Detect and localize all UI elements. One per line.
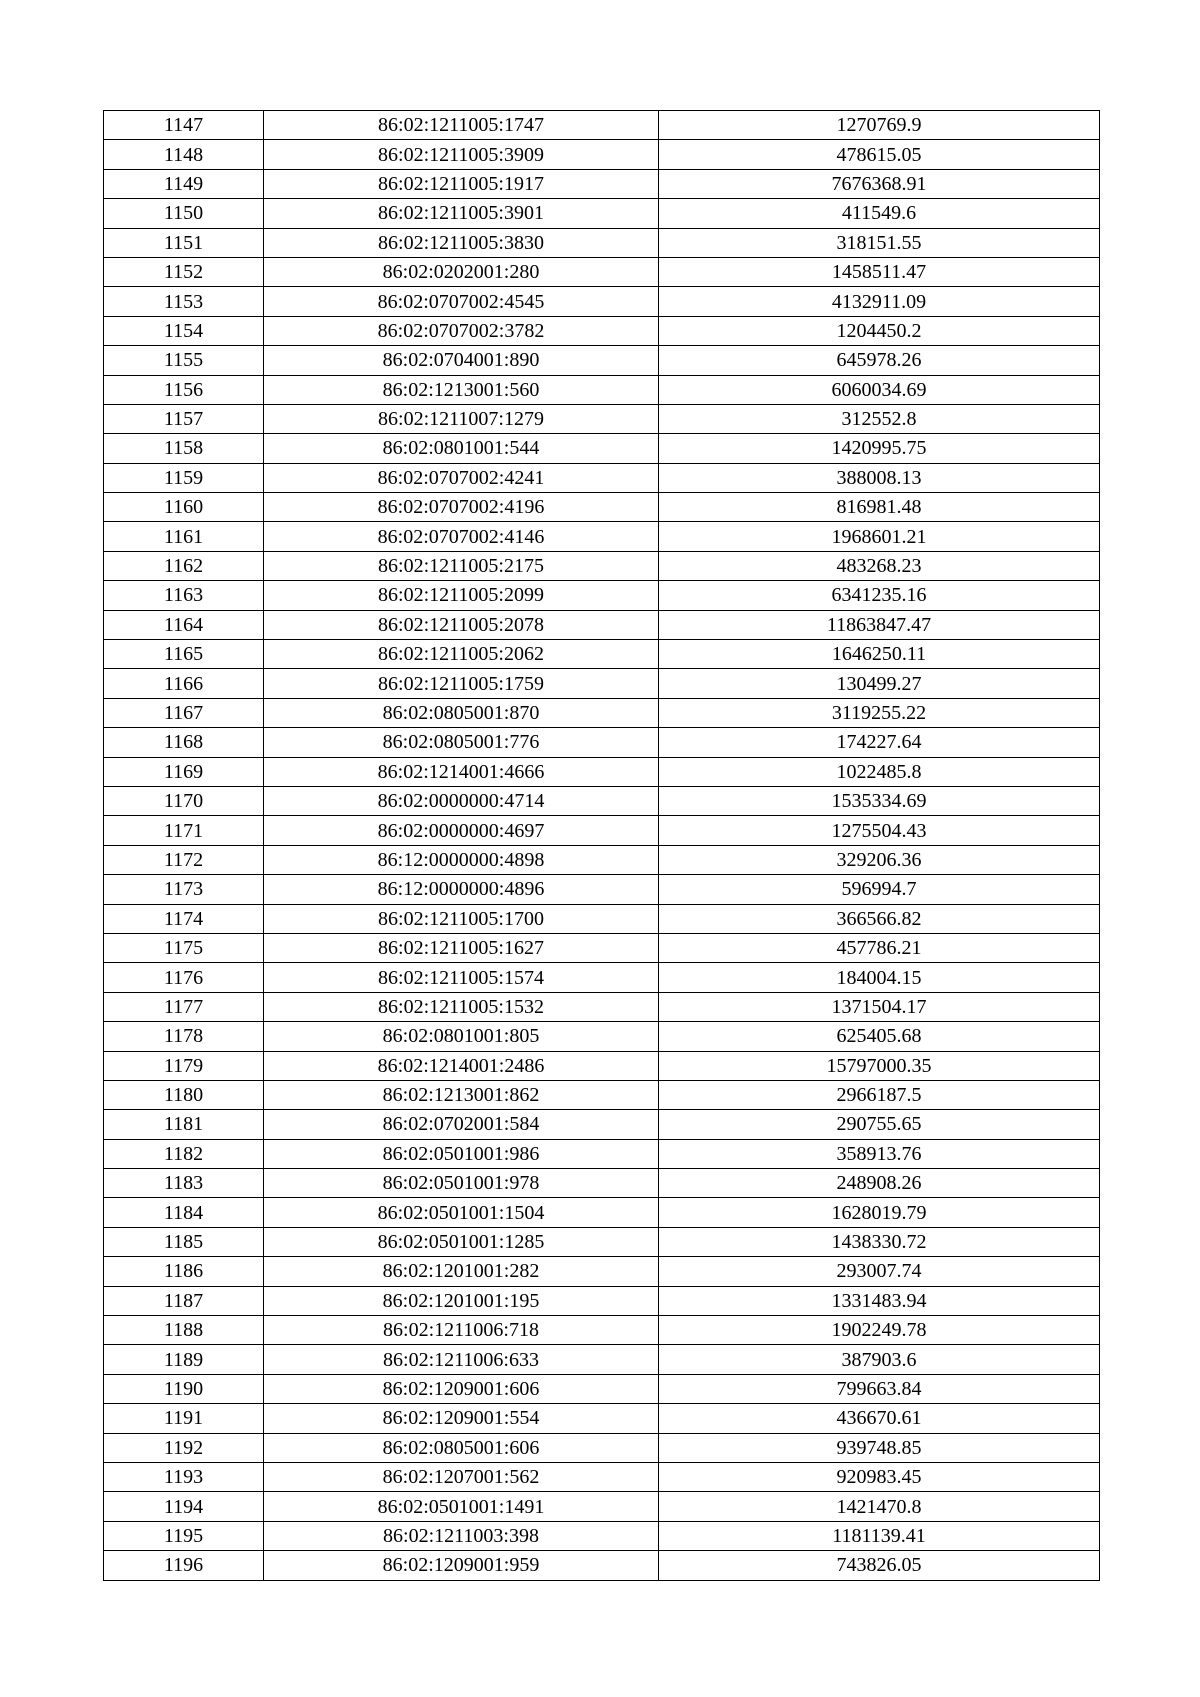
table-row: [104, 904, 1100, 933]
table-row: [104, 698, 1100, 727]
row-number-cell: 1159: [104, 463, 264, 492]
cadastral-number-cell: 86:02:0801001:805: [264, 1022, 659, 1051]
value-cell: 1270769.9: [659, 111, 1100, 140]
cadastral-number-cell: 86:02:0501001:1504: [264, 1198, 659, 1227]
cadastral-number-cell: 86:02:1211005:1574: [264, 963, 659, 992]
table-row: [104, 346, 1100, 375]
value-cell: 184004.15: [659, 963, 1100, 992]
cadastral-number-cell: 86:02:0000000:4697: [264, 816, 659, 845]
cadastral-number-cell: 86:12:0000000:4898: [264, 845, 659, 874]
cadastral-number-cell: 86:02:0707002:3782: [264, 316, 659, 345]
cadastral-number-cell: 86:02:0202001:280: [264, 257, 659, 286]
table-row: [104, 992, 1100, 1021]
cadastral-number-cell: 86:02:1211006:718: [264, 1316, 659, 1345]
value-cell: 3119255.22: [659, 698, 1100, 727]
cadastral-number-cell: 86:02:1211005:2078: [264, 610, 659, 639]
cadastral-number-cell: 86:02:0501001:1491: [264, 1492, 659, 1521]
row-number-cell: 1183: [104, 1169, 264, 1198]
value-cell: 358913.76: [659, 1139, 1100, 1168]
value-cell: 1902249.78: [659, 1316, 1100, 1345]
row-number-cell: 1184: [104, 1198, 264, 1227]
value-cell: 2966187.5: [659, 1080, 1100, 1109]
value-cell: 1420995.75: [659, 434, 1100, 463]
cadastral-number-cell: 86:02:0805001:776: [264, 728, 659, 757]
cadastral-table: [103, 110, 1100, 1581]
row-number-cell: 1170: [104, 786, 264, 815]
row-number-cell: 1149: [104, 169, 264, 198]
row-number-cell: 1150: [104, 199, 264, 228]
table-row: [104, 257, 1100, 286]
value-cell: 1535334.69: [659, 786, 1100, 815]
value-cell: 4132911.09: [659, 287, 1100, 316]
row-number-cell: 1168: [104, 728, 264, 757]
value-cell: 318151.55: [659, 228, 1100, 257]
cadastral-number-cell: 86:02:1211005:2175: [264, 551, 659, 580]
table-row: [104, 1404, 1100, 1433]
table-row: [104, 375, 1100, 404]
table-row: [104, 640, 1100, 669]
table-row: [104, 669, 1100, 698]
row-number-cell: 1192: [104, 1433, 264, 1462]
table-row: [104, 316, 1100, 345]
row-number-cell: 1172: [104, 845, 264, 874]
row-number-cell: 1181: [104, 1110, 264, 1139]
value-cell: 15797000.35: [659, 1051, 1100, 1080]
table-row: [104, 111, 1100, 140]
cadastral-number-cell: 86:02:1211005:1747: [264, 111, 659, 140]
table-row: [104, 1492, 1100, 1521]
value-cell: 1421470.8: [659, 1492, 1100, 1521]
cadastral-number-cell: 86:02:1211005:3909: [264, 140, 659, 169]
cadastral-number-cell: 86:02:1214001:4666: [264, 757, 659, 786]
table-row: [104, 1286, 1100, 1315]
cadastral-number-cell: 86:02:0805001:606: [264, 1433, 659, 1462]
table-row: [104, 1433, 1100, 1462]
value-cell: 1331483.94: [659, 1286, 1100, 1315]
table-row: [104, 140, 1100, 169]
value-cell: 7676368.91: [659, 169, 1100, 198]
table-body: [104, 111, 1100, 1581]
value-cell: 312552.8: [659, 404, 1100, 433]
row-number-cell: 1165: [104, 640, 264, 669]
table-row: [104, 1080, 1100, 1109]
cadastral-number-cell: 86:02:0707002:4196: [264, 493, 659, 522]
row-number-cell: 1179: [104, 1051, 264, 1080]
value-cell: 388008.13: [659, 463, 1100, 492]
cadastral-number-cell: 86:02:1214001:2486: [264, 1051, 659, 1080]
table-row: [104, 1198, 1100, 1227]
table-row: [104, 404, 1100, 433]
table-row: [104, 786, 1100, 815]
cadastral-number-cell: 86:02:1213001:560: [264, 375, 659, 404]
cadastral-number-cell: 86:02:1211005:1532: [264, 992, 659, 1021]
table-row: [104, 199, 1100, 228]
cadastral-number-cell: 86:02:1211006:633: [264, 1345, 659, 1374]
row-number-cell: 1182: [104, 1139, 264, 1168]
table-row: [104, 933, 1100, 962]
row-number-cell: 1195: [104, 1521, 264, 1550]
cadastral-number-cell: 86:02:1209001:959: [264, 1551, 659, 1580]
value-cell: 366566.82: [659, 904, 1100, 933]
table-row: [104, 1051, 1100, 1080]
cadastral-number-cell: 86:02:1211005:1700: [264, 904, 659, 933]
cadastral-number-cell: 86:02:0000000:4714: [264, 786, 659, 815]
row-number-cell: 1166: [104, 669, 264, 698]
table-row: [104, 1374, 1100, 1403]
cadastral-number-cell: 86:02:1211005:3830: [264, 228, 659, 257]
row-number-cell: 1191: [104, 1404, 264, 1433]
table-row: [104, 169, 1100, 198]
row-number-cell: 1153: [104, 287, 264, 316]
table-row: [104, 1227, 1100, 1256]
cadastral-number-cell: 86:02:1211005:2099: [264, 581, 659, 610]
value-cell: 1204450.2: [659, 316, 1100, 345]
row-number-cell: 1180: [104, 1080, 264, 1109]
value-cell: 1275504.43: [659, 816, 1100, 845]
cadastral-number-cell: 86:02:0805001:870: [264, 698, 659, 727]
value-cell: 387903.6: [659, 1345, 1100, 1374]
table-row: [104, 1139, 1100, 1168]
row-number-cell: 1174: [104, 904, 264, 933]
table-row: [104, 1345, 1100, 1374]
value-cell: 411549.6: [659, 199, 1100, 228]
cadastral-number-cell: 86:02:1209001:554: [264, 1404, 659, 1433]
row-number-cell: 1148: [104, 140, 264, 169]
table-row: [104, 493, 1100, 522]
cadastral-number-cell: 86:02:1211005:1759: [264, 669, 659, 698]
row-number-cell: 1173: [104, 875, 264, 904]
row-number-cell: 1177: [104, 992, 264, 1021]
row-number-cell: 1154: [104, 316, 264, 345]
value-cell: 457786.21: [659, 933, 1100, 962]
table-row: [104, 875, 1100, 904]
value-cell: 483268.23: [659, 551, 1100, 580]
table-row: [104, 728, 1100, 757]
value-cell: 1968601.21: [659, 522, 1100, 551]
row-number-cell: 1189: [104, 1345, 264, 1374]
row-number-cell: 1178: [104, 1022, 264, 1051]
cadastral-number-cell: 86:02:0707002:4146: [264, 522, 659, 551]
value-cell: 1181139.41: [659, 1521, 1100, 1550]
cadastral-number-cell: 86:02:0801001:544: [264, 434, 659, 463]
cadastral-number-cell: 86:02:1201001:282: [264, 1257, 659, 1286]
table-row: [104, 1022, 1100, 1051]
value-cell: 11863847.47: [659, 610, 1100, 639]
cadastral-number-cell: 86:02:0501001:986: [264, 1139, 659, 1168]
cadastral-number-cell: 86:02:1211005:2062: [264, 640, 659, 669]
value-cell: 816981.48: [659, 493, 1100, 522]
value-cell: 174227.64: [659, 728, 1100, 757]
value-cell: 920983.45: [659, 1462, 1100, 1491]
table-row: [104, 610, 1100, 639]
row-number-cell: 1187: [104, 1286, 264, 1315]
value-cell: 290755.65: [659, 1110, 1100, 1139]
row-number-cell: 1176: [104, 963, 264, 992]
cadastral-number-cell: 86:02:0704001:890: [264, 346, 659, 375]
row-number-cell: 1161: [104, 522, 264, 551]
row-number-cell: 1196: [104, 1551, 264, 1580]
table-row: [104, 816, 1100, 845]
row-number-cell: 1157: [104, 404, 264, 433]
row-number-cell: 1155: [104, 346, 264, 375]
value-cell: 1022485.8: [659, 757, 1100, 786]
table-row: [104, 1257, 1100, 1286]
row-number-cell: 1190: [104, 1374, 264, 1403]
table-row: [104, 1169, 1100, 1198]
row-number-cell: 1163: [104, 581, 264, 610]
row-number-cell: 1167: [104, 698, 264, 727]
cadastral-number-cell: 86:02:1211007:1279: [264, 404, 659, 433]
value-cell: 1371504.17: [659, 992, 1100, 1021]
value-cell: 6060034.69: [659, 375, 1100, 404]
value-cell: 6341235.16: [659, 581, 1100, 610]
row-number-cell: 1151: [104, 228, 264, 257]
cadastral-number-cell: 86:02:0707002:4545: [264, 287, 659, 316]
cadastral-number-cell: 86:02:1211005:1917: [264, 169, 659, 198]
value-cell: 436670.61: [659, 1404, 1100, 1433]
cadastral-number-cell: 86:02:1211005:1627: [264, 933, 659, 962]
row-number-cell: 1193: [104, 1462, 264, 1491]
cadastral-number-cell: 86:02:0702001:584: [264, 1110, 659, 1139]
row-number-cell: 1162: [104, 551, 264, 580]
row-number-cell: 1160: [104, 493, 264, 522]
value-cell: 1628019.79: [659, 1198, 1100, 1227]
cadastral-number-cell: 86:02:0707002:4241: [264, 463, 659, 492]
value-cell: 1438330.72: [659, 1227, 1100, 1256]
table-row: [104, 1462, 1100, 1491]
value-cell: 1646250.11: [659, 640, 1100, 669]
row-number-cell: 1175: [104, 933, 264, 962]
row-number-cell: 1186: [104, 1257, 264, 1286]
row-number-cell: 1158: [104, 434, 264, 463]
row-number-cell: 1194: [104, 1492, 264, 1521]
table-row: [104, 845, 1100, 874]
cadastral-number-cell: 86:02:0501001:978: [264, 1169, 659, 1198]
value-cell: 743826.05: [659, 1551, 1100, 1580]
table-row: [104, 1551, 1100, 1580]
row-number-cell: 1169: [104, 757, 264, 786]
table-row: [104, 522, 1100, 551]
row-number-cell: 1171: [104, 816, 264, 845]
cadastral-number-cell: 86:02:1211003:398: [264, 1521, 659, 1550]
value-cell: 478615.05: [659, 140, 1100, 169]
cadastral-number-cell: 86:02:1213001:862: [264, 1080, 659, 1109]
value-cell: 329206.36: [659, 845, 1100, 874]
table-row: [104, 287, 1100, 316]
cadastral-number-cell: 86:12:0000000:4896: [264, 875, 659, 904]
value-cell: 248908.26: [659, 1169, 1100, 1198]
cadastral-number-cell: 86:02:1211005:3901: [264, 199, 659, 228]
value-cell: 645978.26: [659, 346, 1100, 375]
value-cell: 625405.68: [659, 1022, 1100, 1051]
value-cell: 799663.84: [659, 1374, 1100, 1403]
value-cell: 1458511.47: [659, 257, 1100, 286]
table-row: [104, 581, 1100, 610]
table-row: [104, 1110, 1100, 1139]
cadastral-number-cell: 86:02:1201001:195: [264, 1286, 659, 1315]
table-row: [104, 1521, 1100, 1550]
table-row: [104, 963, 1100, 992]
row-number-cell: 1147: [104, 111, 264, 140]
table-row: [104, 463, 1100, 492]
row-number-cell: 1185: [104, 1227, 264, 1256]
table-row: [104, 551, 1100, 580]
cadastral-number-cell: 86:02:1207001:562: [264, 1462, 659, 1491]
row-number-cell: 1156: [104, 375, 264, 404]
cadastral-number-cell: 86:02:0501001:1285: [264, 1227, 659, 1256]
row-number-cell: 1188: [104, 1316, 264, 1345]
row-number-cell: 1164: [104, 610, 264, 639]
value-cell: 130499.27: [659, 669, 1100, 698]
value-cell: 596994.7: [659, 875, 1100, 904]
value-cell: 939748.85: [659, 1433, 1100, 1462]
value-cell: 293007.74: [659, 1257, 1100, 1286]
table-row: [104, 434, 1100, 463]
table-row: [104, 1316, 1100, 1345]
row-number-cell: 1152: [104, 257, 264, 286]
cadastral-number-cell: 86:02:1209001:606: [264, 1374, 659, 1403]
table-row: [104, 228, 1100, 257]
table-row: [104, 757, 1100, 786]
